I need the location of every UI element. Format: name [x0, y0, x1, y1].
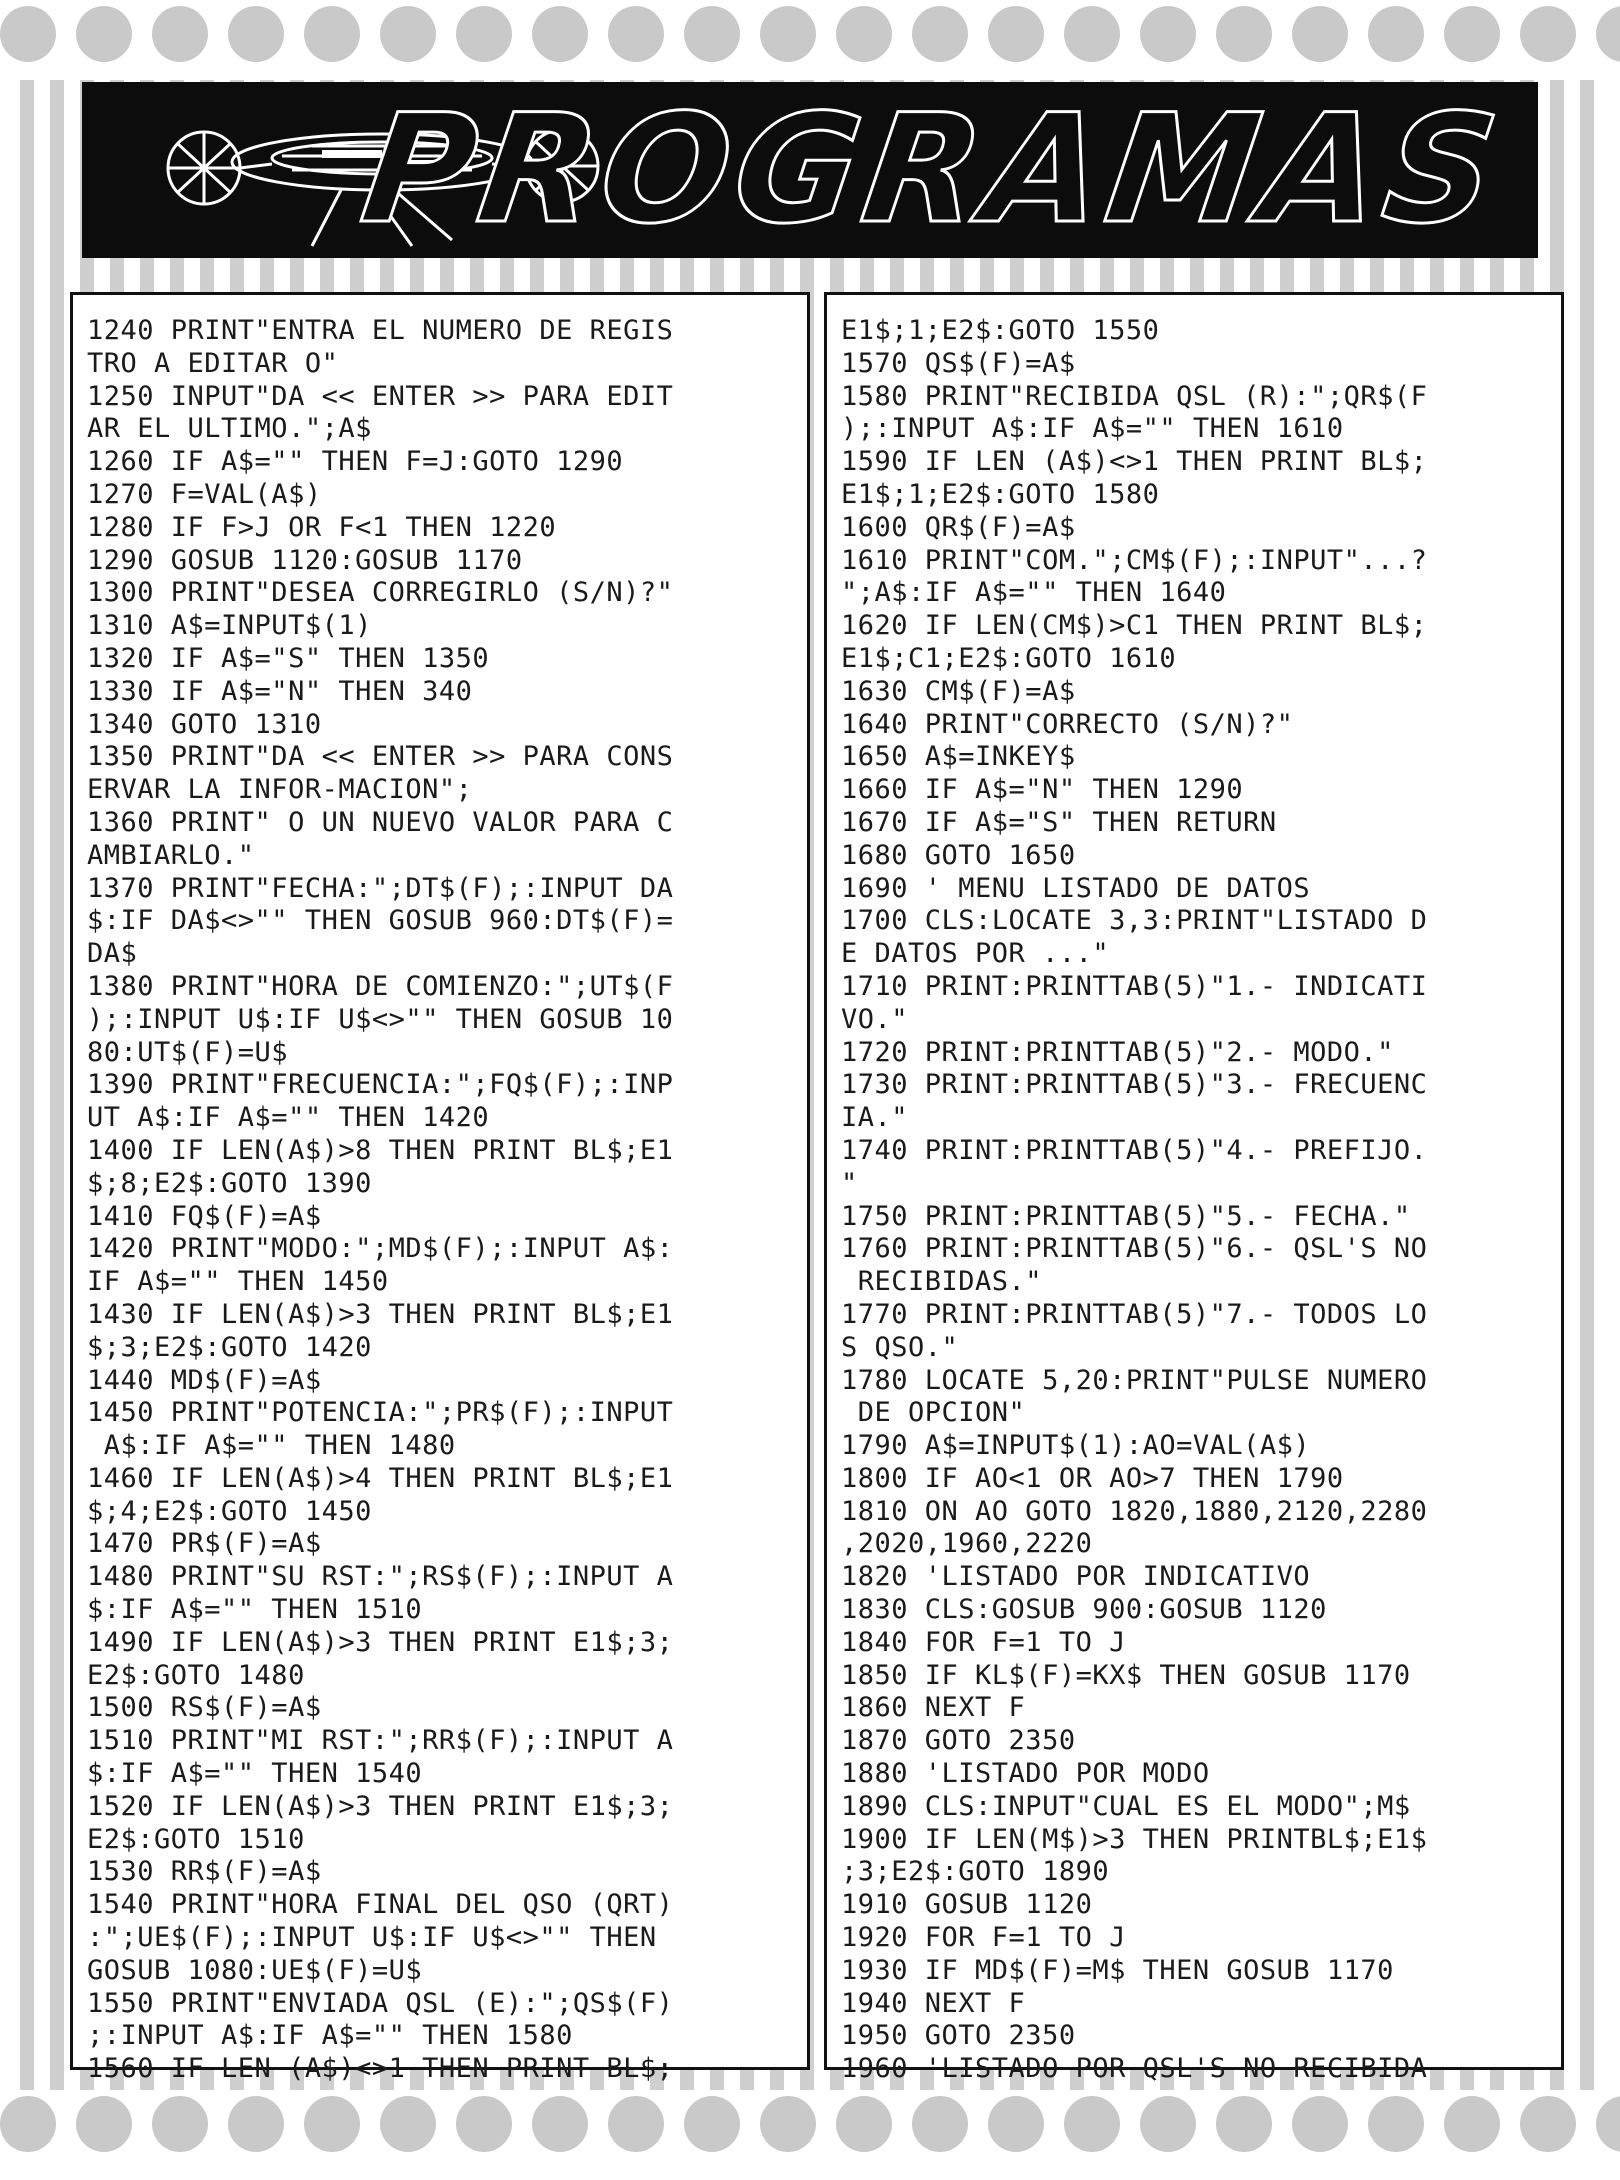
code-line: 1530 RR$(F)=A$	[87, 1856, 322, 1888]
code-line: ;3;E2$:GOTO 1890	[841, 1856, 1110, 1888]
code-line: 1470 PR$(F)=A$	[87, 1528, 322, 1560]
code-line: 1800 IF AO<1 OR AO>7 THEN 1790	[841, 1462, 1344, 1494]
code-line: 1660 IF A$="N" THEN 1290	[841, 774, 1244, 806]
punch-hole-dot	[1140, 2096, 1196, 2152]
code-line: 1500 RS$(F)=A$	[87, 1692, 322, 1724]
code-line: E2$:GOTO 1510	[87, 1823, 305, 1855]
code-line: AMBIARLO."	[87, 839, 255, 871]
code-line: 1540 PRINT"HORA FINAL DEL QSO (QRT)	[87, 1889, 674, 1921]
punch-hole-dot	[1596, 6, 1620, 62]
punch-hole-dot	[152, 2096, 208, 2152]
code-line: E1$;1;E2$:GOTO 1580	[841, 478, 1160, 510]
code-line: "	[841, 1167, 858, 1199]
code-line: 1360 PRINT" O UN NUEVO VALOR PARA C	[87, 806, 674, 838]
code-line: 1370 PRINT"FECHA:";DT$(F);:INPUT DA	[87, 872, 674, 904]
code-line: 1520 IF LEN(A$)>3 THEN PRINT E1$;3;	[87, 1790, 674, 1822]
code-line: A$:IF A$="" THEN 1480	[87, 1430, 456, 1462]
code-line: $:IF DA$<>"" THEN GOSUB 960:DT$(F)=	[87, 905, 674, 937]
code-line: DE OPCION"	[841, 1397, 1026, 1429]
code-line: 1250 INPUT"DA << ENTER >> PARA EDIT	[87, 380, 674, 412]
code-line: 1870 GOTO 2350	[841, 1725, 1076, 1757]
punch-hole-dot	[912, 2096, 968, 2152]
punch-hole-dot	[228, 2096, 284, 2152]
punch-hole-dot	[380, 2096, 436, 2152]
code-line: 1400 IF LEN(A$)>8 THEN PRINT BL$;E1	[87, 1134, 674, 1166]
code-line: 1490 IF LEN(A$)>3 THEN PRINT E1$;3;	[87, 1626, 674, 1658]
code-line: 1320 IF A$="S" THEN 1350	[87, 642, 490, 674]
code-line: 1760 PRINT:PRINTTAB(5)"6.- QSL'S NO	[841, 1233, 1428, 1265]
code-line: 1850 IF KL$(F)=KX$ THEN GOSUB 1170	[841, 1659, 1411, 1691]
code-line: 1450 PRINT"POTENCIA:";PR$(F);:INPUT	[87, 1397, 674, 1429]
code-line: 1300 PRINT"DESEA CORREGIRLO (S/N)?"	[87, 577, 674, 609]
code-line: $:IF A$="" THEN 1510	[87, 1594, 423, 1626]
punch-hole-dot	[760, 2096, 816, 2152]
code-line: 1510 PRINT"MI RST:";RR$(F);:INPUT A	[87, 1725, 674, 1757]
code-line: 1710 PRINT:PRINTTAB(5)"1.- INDICATI	[841, 970, 1428, 1002]
punch-hole-dot	[456, 2096, 512, 2152]
code-line: 1350 PRINT"DA << ENTER >> PARA CONS	[87, 741, 674, 773]
punch-hole-dot	[608, 2096, 664, 2152]
code-lines-left	[87, 315, 787, 2086]
code-line: 1950 GOTO 2350	[841, 2020, 1076, 2052]
code-line: 1590 IF LEN (A$)<>1 THEN PRINT BL$;	[841, 446, 1428, 478]
code-line: 1960 'LISTADO POR QSL'S NO RECIBIDA	[841, 2053, 1428, 2085]
code-line: 1270 F=VAL(A$)	[87, 478, 322, 510]
code-line: 1900 IF LEN(M$)>3 THEN PRINTBL$;E1$	[841, 1823, 1428, 1855]
code-line: $;3;E2$:GOTO 1420	[87, 1331, 372, 1363]
code-line: 1680 GOTO 1650	[841, 839, 1076, 871]
punch-hole-dot	[760, 6, 816, 62]
code-line: TRO A EDITAR O"	[87, 347, 339, 379]
punch-hole-dot	[76, 2096, 132, 2152]
code-line: $:IF A$="" THEN 1540	[87, 1758, 423, 1790]
punch-hole-dot	[76, 6, 132, 62]
code-line: 1700 CLS:LOCATE 3,3:PRINT"LISTADO D	[841, 905, 1428, 937]
code-line: 1430 IF LEN(A$)>3 THEN PRINT BL$;E1	[87, 1298, 674, 1330]
code-line: 1770 PRINT:PRINTTAB(5)"7.- TODOS LO	[841, 1298, 1428, 1330]
code-line: :";UE$(F);:INPUT U$:IF U$<>"" THEN	[87, 1922, 657, 1954]
code-line: AR EL ULTIMO.";A$	[87, 413, 372, 445]
code-line: GOSUB 1080:UE$(F)=U$	[87, 1954, 423, 1986]
code-line: 1600 QR$(F)=A$	[841, 511, 1076, 543]
code-line: $;8;E2$:GOTO 1390	[87, 1167, 372, 1199]
punch-hole-dot	[1368, 2096, 1424, 2152]
code-line: 1390 PRINT"FRECUENCIA:";FQ$(F);:INP	[87, 1069, 674, 1101]
code-line: S QSO."	[841, 1331, 959, 1363]
code-line: 1690 ' MENU LISTADO DE DATOS	[841, 872, 1311, 904]
code-line: 80:UT$(F)=U$	[87, 1036, 289, 1068]
code-line: );:INPUT A$:IF A$="" THEN 1610	[841, 413, 1344, 445]
code-line: 1750 PRINT:PRINTTAB(5)"5.- FECHA."	[841, 1200, 1411, 1232]
code-line: 1260 IF A$="" THEN F=J:GOTO 1290	[87, 446, 624, 478]
code-line: IF A$="" THEN 1450	[87, 1266, 389, 1298]
code-line: ERVAR LA INFOR-MACION";	[87, 774, 473, 806]
punch-hole-dot	[1140, 6, 1196, 62]
code-line: 1930 IF MD$(F)=M$ THEN GOSUB 1170	[841, 1954, 1394, 1986]
code-line: 1730 PRINT:PRINTTAB(5)"3.- FRECUENC	[841, 1069, 1428, 1101]
code-line: );:INPUT U$:IF U$<>"" THEN GOSUB 10	[87, 1003, 674, 1035]
code-line: 1420 PRINT"MODO:";MD$(F);:INPUT A$:	[87, 1233, 674, 1265]
punch-hole-dot	[988, 6, 1044, 62]
code-listing-right	[824, 292, 1564, 2085]
code-line: 1380 PRINT"HORA DE COMIENZO:";UT$(F	[87, 970, 674, 1002]
code-line: RECIBIDAS."	[841, 1266, 1043, 1298]
code-line: ;:INPUT A$:IF A$="" THEN 1580	[87, 2020, 573, 2052]
code-line: 1940 NEXT F	[841, 1987, 1026, 2019]
code-line: 1290 GOSUB 1120:GOSUB 1170	[87, 544, 523, 576]
punch-hole-dot	[1292, 2096, 1348, 2152]
punch-hole-dot	[1444, 2096, 1500, 2152]
code-line: 1920 FOR F=1 TO J	[841, 1922, 1126, 1954]
bottom-dot-row	[0, 2090, 1620, 2180]
code-line: 1310 A$=INPUT$(1)	[87, 610, 372, 642]
punch-hole-dot	[304, 2096, 360, 2152]
code-line: 1830 CLS:GOSUB 900:GOSUB 1120	[841, 1594, 1327, 1626]
punch-hole-dot	[1292, 6, 1348, 62]
code-line: 1670 IF A$="S" THEN RETURN	[841, 806, 1277, 838]
code-line: 1410 FQ$(F)=A$	[87, 1200, 322, 1232]
code-line: 1460 IF LEN(A$)>4 THEN PRINT BL$;E1	[87, 1462, 674, 1494]
code-line: 1550 PRINT"ENVIADA QSL (E):";QS$(F)	[87, 1987, 674, 2019]
code-line: ,2020,1960,2220	[841, 1528, 1093, 1560]
punch-hole-dot	[1596, 2096, 1620, 2152]
code-line: DA$	[87, 938, 138, 970]
punch-hole-dot	[608, 6, 664, 62]
header-banner	[82, 82, 1538, 258]
code-line: IA."	[841, 1102, 909, 1134]
punch-hole-dot	[152, 6, 208, 62]
code-line: 1640 PRINT"CORRECTO (S/N)?"	[841, 708, 1294, 740]
code-listing-left	[70, 292, 810, 2085]
punch-hole-dot	[1216, 6, 1272, 62]
code-line: 1580 PRINT"RECIBIDA QSL (R):";QR$(F	[841, 380, 1428, 412]
punch-hole-dot	[836, 2096, 892, 2152]
code-line: E1$;1;E2$:GOTO 1550	[841, 315, 1160, 346]
code-line: UT A$:IF A$="" THEN 1420	[87, 1102, 490, 1134]
code-line: E2$:GOTO 1480	[87, 1659, 305, 1691]
code-line: 1560 IF LEN (A$)<>1 THEN PRINT BL$;	[87, 2053, 674, 2085]
code-line: 1840 FOR F=1 TO J	[841, 1626, 1126, 1658]
punch-hole-dot	[532, 6, 588, 62]
code-line: 1880 'LISTADO POR MODO	[841, 1758, 1210, 1790]
code-line: 1740 PRINT:PRINTTAB(5)"4.- PREFIJO.	[841, 1134, 1428, 1166]
punch-hole-dot	[0, 2096, 56, 2152]
punch-hole-dot	[1368, 6, 1424, 62]
punch-hole-dot	[1064, 2096, 1120, 2152]
punch-hole-dot	[0, 6, 56, 62]
punch-hole-dot	[1064, 6, 1120, 62]
code-line: 1720 PRINT:PRINTTAB(5)"2.- MODO."	[841, 1036, 1394, 1068]
punch-hole-dot	[988, 2096, 1044, 2152]
punch-hole-dot	[380, 6, 436, 62]
punch-hole-dot	[836, 6, 892, 62]
punch-hole-dot	[456, 6, 512, 62]
code-line: 1820 'LISTADO POR INDICATIVO	[841, 1561, 1311, 1593]
code-line: $;4;E2$:GOTO 1450	[87, 1495, 372, 1527]
code-line: 1910 GOSUB 1120	[841, 1889, 1093, 1921]
punch-hole-dot	[1444, 6, 1500, 62]
punch-hole-dot	[1520, 6, 1576, 62]
punch-hole-dot	[912, 6, 968, 62]
punch-hole-dot	[684, 2096, 740, 2152]
code-line: 1630 CM$(F)=A$	[841, 675, 1076, 707]
code-lines-right	[841, 315, 1541, 2086]
code-line: 1240 PRINT"ENTRA EL NUMERO DE REGIS	[87, 315, 674, 346]
code-line: ";A$:IF A$="" THEN 1640	[841, 577, 1227, 609]
code-line: 1890 CLS:INPUT"CUAL ES EL MODO";M$	[841, 1790, 1411, 1822]
punch-hole-dot	[532, 2096, 588, 2152]
page-title: PROGRAMAS	[352, 83, 1513, 257]
code-line: 1610 PRINT"COM.";CM$(F);:INPUT"...?	[841, 544, 1428, 576]
code-line: E1$;C1;E2$:GOTO 1610	[841, 642, 1177, 674]
code-line: 1480 PRINT"SU RST:";RS$(F);:INPUT A	[87, 1561, 674, 1593]
code-line: E DATOS POR ..."	[841, 938, 1110, 970]
punch-hole-dot	[228, 6, 284, 62]
code-line: 1780 LOCATE 5,20:PRINT"PULSE NUMERO	[841, 1364, 1428, 1396]
punch-hole-dot	[684, 6, 740, 62]
code-line: VO."	[841, 1003, 909, 1035]
code-line: 1330 IF A$="N" THEN 340	[87, 675, 473, 707]
code-line: 1790 A$=INPUT$(1):AO=VAL(A$)	[841, 1430, 1311, 1462]
code-line: 1340 GOTO 1310	[87, 708, 322, 740]
code-line: 1440 MD$(F)=A$	[87, 1364, 322, 1396]
punch-hole-dot	[304, 6, 360, 62]
punch-hole-dot	[1520, 2096, 1576, 2152]
code-line: 1570 QS$(F)=A$	[841, 347, 1076, 379]
code-line: 1650 A$=INKEY$	[841, 741, 1076, 773]
code-line: 1810 ON AO GOTO 1820,1880,2120,2280	[841, 1495, 1428, 1527]
punch-hole-dot	[1216, 2096, 1272, 2152]
code-line: 1280 IF F>J OR F<1 THEN 1220	[87, 511, 557, 543]
top-dot-row	[0, 0, 1620, 90]
code-line: 1620 IF LEN(CM$)>C1 THEN PRINT BL$;	[841, 610, 1428, 642]
code-line: 1860 NEXT F	[841, 1692, 1026, 1724]
